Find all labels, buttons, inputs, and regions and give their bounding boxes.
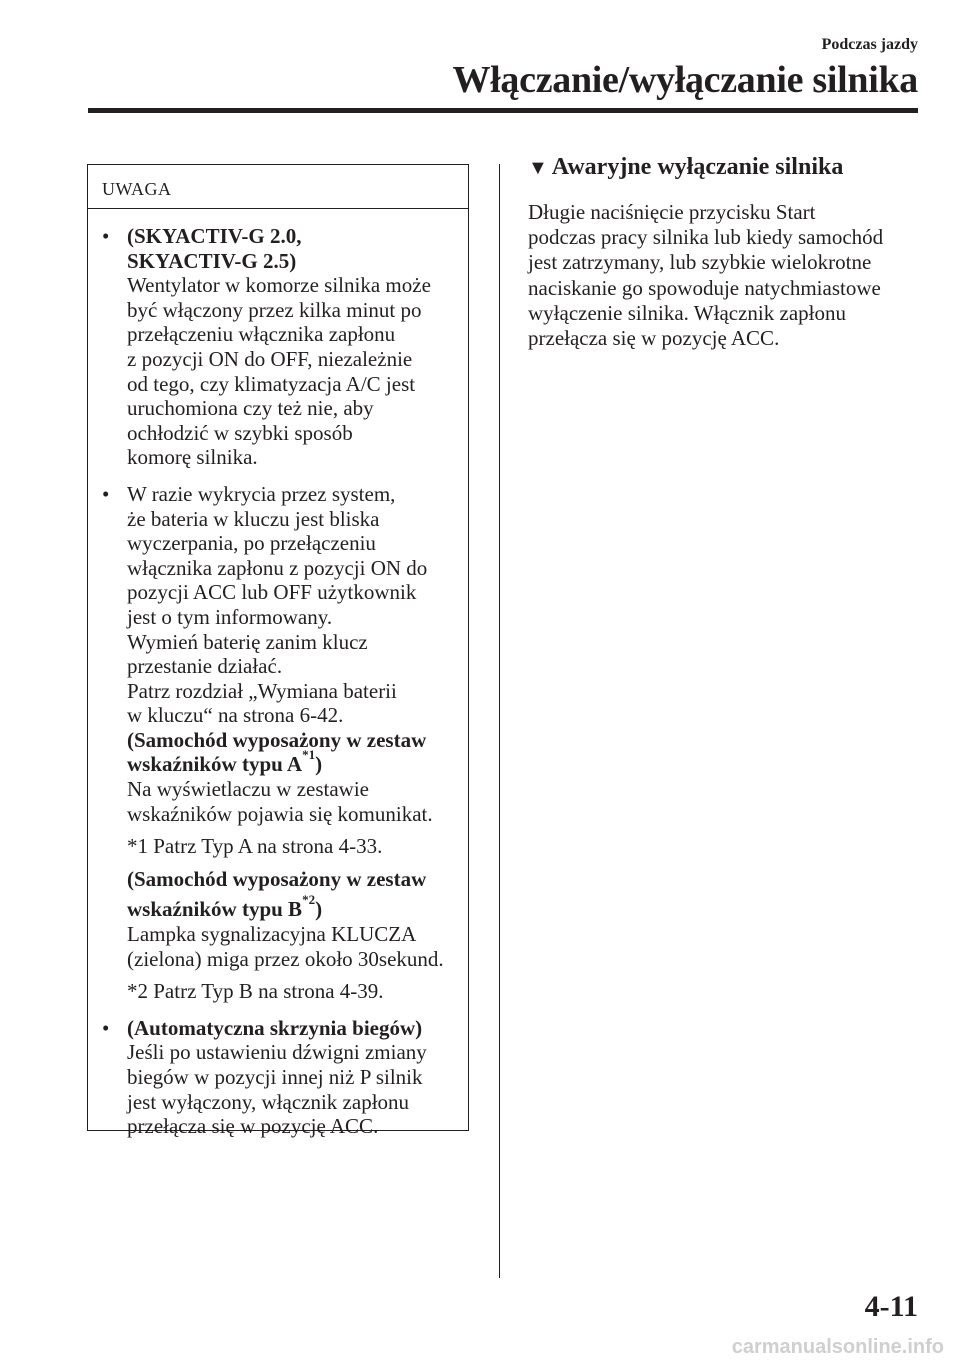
note-line: biegów w pozycji innej niż P silnik — [127, 1065, 423, 1089]
body-line: jest zatrzymany, lub szybkie wielokrotne — [528, 250, 872, 275]
note-line: przełącza się w pozycję ACC. — [127, 1114, 379, 1139]
body-line: przełącza się w pozycję ACC. — [528, 326, 780, 351]
note-subheading: (Samochód wyposażony w zestaw — [127, 866, 427, 891]
note-title: UWAGA — [102, 179, 172, 199]
note-item-automatic-transmission — [102, 1016, 464, 1139]
note-line: przestanie działać. — [127, 654, 283, 679]
note-line: ochłodzić w szybki sposób — [127, 420, 353, 445]
note-line: Jeśli po ustawieniu dźwigni zmiany — [127, 1040, 427, 1065]
note-line: Na wyświetlaczu w zestawie — [127, 777, 369, 802]
body-line: naciskanie go spowoduje natychmiastowe — [528, 275, 881, 300]
body-line: podczas pracy silnika lub kiedy samochód — [528, 225, 884, 250]
note-item-key-battery — [102, 482, 464, 1004]
note-subheading — [127, 892, 464, 922]
body-line: wyłączenie silnika. Włącznik zapłonu — [528, 300, 846, 325]
note-line: z pozycji ON do OFF, niezależnie — [127, 346, 413, 371]
bullet-icon: • — [102, 1015, 110, 1040]
note-line: W razie wykrycia przez system, — [127, 481, 396, 506]
note-subheading: (Automatyczna skrzynia biegów) — [127, 1015, 423, 1040]
page-number: 4-11 — [864, 1290, 918, 1323]
body-line: Długie naciśnięcie przycisku Start — [528, 200, 816, 224]
footnote-ref: *2 — [302, 892, 316, 908]
note-line: włącznika zapłonu z pozycji ON do — [127, 555, 428, 580]
note-line: być włączony przez kilka minut po — [127, 297, 422, 322]
note-line: od tego, czy klimatyzacja A/C jest — [127, 371, 416, 396]
column-divider — [499, 164, 500, 1278]
section-heading — [528, 154, 843, 181]
note-line: pozycji ACC lub OFF użytkownik — [127, 580, 417, 605]
footnote-ref: *1 — [302, 747, 316, 763]
bullet-icon: • — [102, 224, 110, 248]
note-line: jest o tym informowany. — [127, 604, 333, 629]
section-heading-text: Awaryjne wyłączanie silnika — [551, 154, 844, 180]
note-line: uruchomiona czy też nie, aby — [127, 396, 374, 421]
note-line: przełączeniu włącznika zapłonu — [127, 322, 396, 347]
note-subheading: (Samochód wyposażony w zestaw — [127, 727, 427, 752]
note-line: (SKYACTIV-G 2.0, — [127, 224, 302, 248]
triangle-down-icon: ▼ — [528, 157, 548, 179]
note-box — [87, 164, 469, 1139]
note-subheading-text: wskaźników typu A — [127, 752, 303, 777]
page-title: Włączanie/wyłączanie silnika — [452, 59, 918, 101]
footnote: *1 Patrz Typ A na strona 4-33. — [127, 834, 383, 859]
note-subheading-close: ) — [315, 897, 323, 922]
note-line: jest wyłączony, włącznik zapłonu — [127, 1089, 410, 1114]
bullet-icon: • — [102, 481, 110, 506]
note-line: w kluczu“ na strona 6-42. — [127, 703, 344, 728]
note-subheading-close: ) — [315, 752, 323, 777]
section-body — [528, 200, 928, 351]
note-item-fan — [102, 224, 464, 470]
note-line: Patrz rozdział „Wymiana baterii — [127, 678, 397, 703]
note-line: Wymień baterię zanim klucz — [127, 629, 368, 654]
note-body — [102, 224, 464, 1139]
running-header-section: Podczas jazdy — [821, 36, 918, 53]
footnote: *2 Patrz Typ B na strona 4-39. — [127, 979, 384, 1004]
note-line: Lampka sygnalizacyjna KLUCZA — [127, 922, 417, 947]
note-line: SKYACTIV-G 2.5) — [127, 248, 297, 273]
note-line: wyczerpania, po przełączeniu — [127, 531, 376, 556]
note-line: (zielona) miga przez około 30sekund. — [127, 946, 444, 971]
note-line: Wentylator w komorze silnika może — [127, 273, 431, 298]
note-title-divider — [88, 208, 468, 209]
note-line: wskaźników pojawia się komunikat. — [127, 801, 433, 826]
note-line: komorę silnika. — [127, 445, 258, 470]
header-rule — [88, 108, 918, 113]
note-subheading — [127, 747, 464, 777]
note-subheading-text: wskaźników typu B — [127, 897, 303, 922]
note-line: że bateria w kluczu jest bliska — [127, 506, 380, 531]
watermark: carmanualsonline.info — [731, 1336, 944, 1358]
